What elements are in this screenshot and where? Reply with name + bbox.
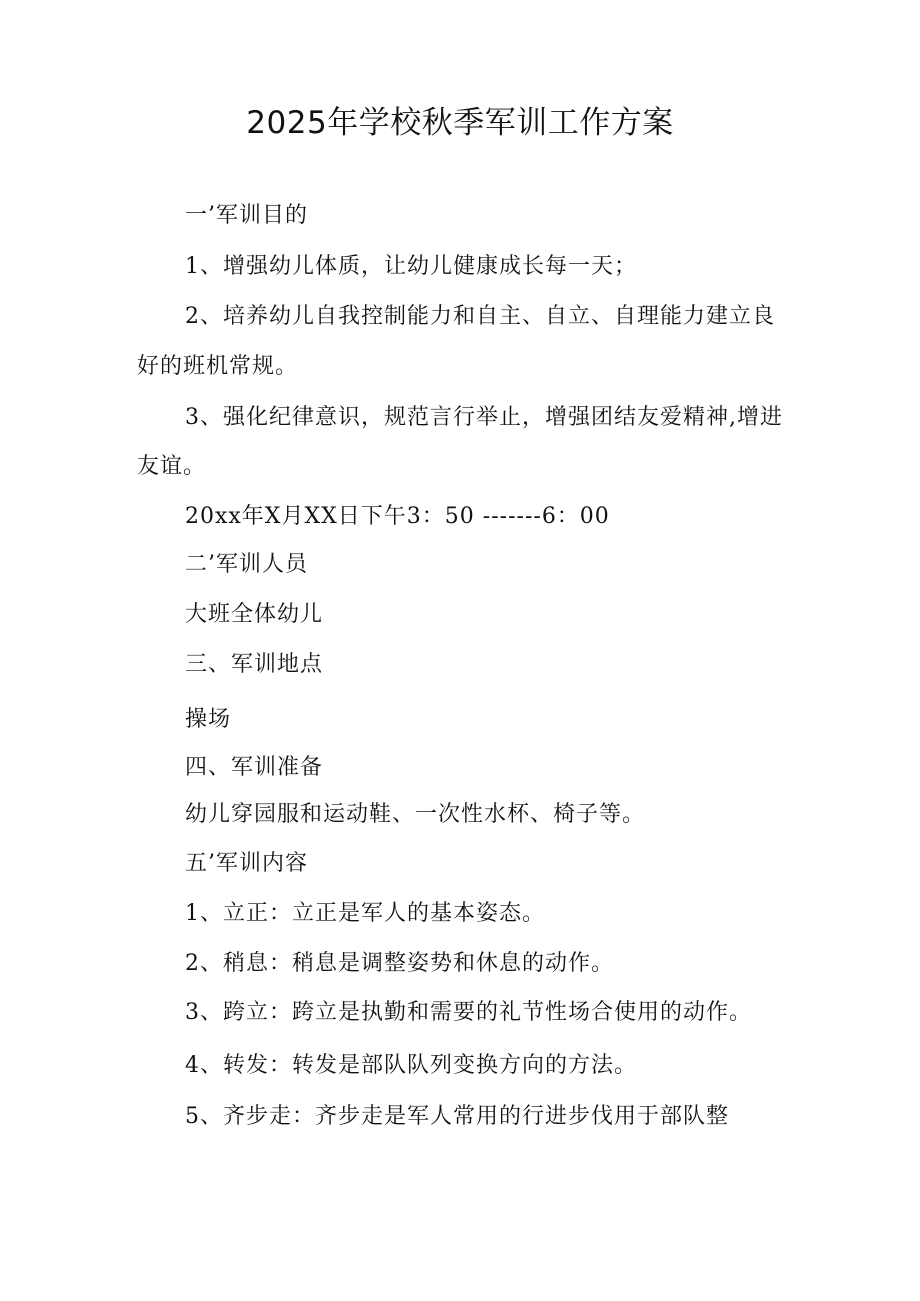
list-item: 4、转发：转发是部队队列变换方向的方法。 — [185, 1053, 637, 1078]
list-item: 2、稍息：稍息是调整姿势和休息的动作。 — [185, 951, 614, 976]
section-heading-content: 五’军训内容 — [185, 851, 308, 876]
paragraph-line: 2、培养幼儿自我控制能力和自主、自立、自理能力建立良 — [185, 304, 775, 329]
document-title: 2025年学校秋季军训工作方案 — [246, 105, 674, 141]
schedule-time-line: 20xx年X月XX日下午3：50 -------6：00 — [185, 504, 610, 529]
paragraph-line: 操场 — [185, 707, 232, 732]
list-item: 5、齐步走：齐步走是军人常用的行进步伐用于部队整 — [185, 1104, 729, 1129]
paragraph-line-continuation: 好的班机常规。 — [137, 354, 299, 379]
paragraph-line-continuation: 友谊。 — [137, 454, 207, 479]
list-item: 3、跨立：跨立是执勤和需要的礼节性场合使用的动作。 — [185, 1000, 752, 1025]
paragraph-line: 1、增强幼儿体质，让幼儿健康成长每一天； — [185, 254, 637, 279]
section-heading-location: 三、军训地点 — [185, 652, 324, 677]
paragraph-line: 3、强化纪律意识，规范言行举止，增强团结友爱精神,增进 — [185, 405, 783, 430]
section-heading-personnel: 二’军训人员 — [185, 552, 308, 577]
section-heading-purpose: 一’军训目的 — [185, 203, 308, 228]
list-item: 1、立正：立正是军人的基本姿态。 — [185, 901, 545, 926]
section-heading-preparation: 四、军训准备 — [185, 755, 324, 780]
paragraph-line: 大班全体幼儿 — [185, 602, 324, 627]
paragraph-line: 幼儿穿园服和运动鞋、一次性水杯、椅子等。 — [185, 802, 646, 827]
